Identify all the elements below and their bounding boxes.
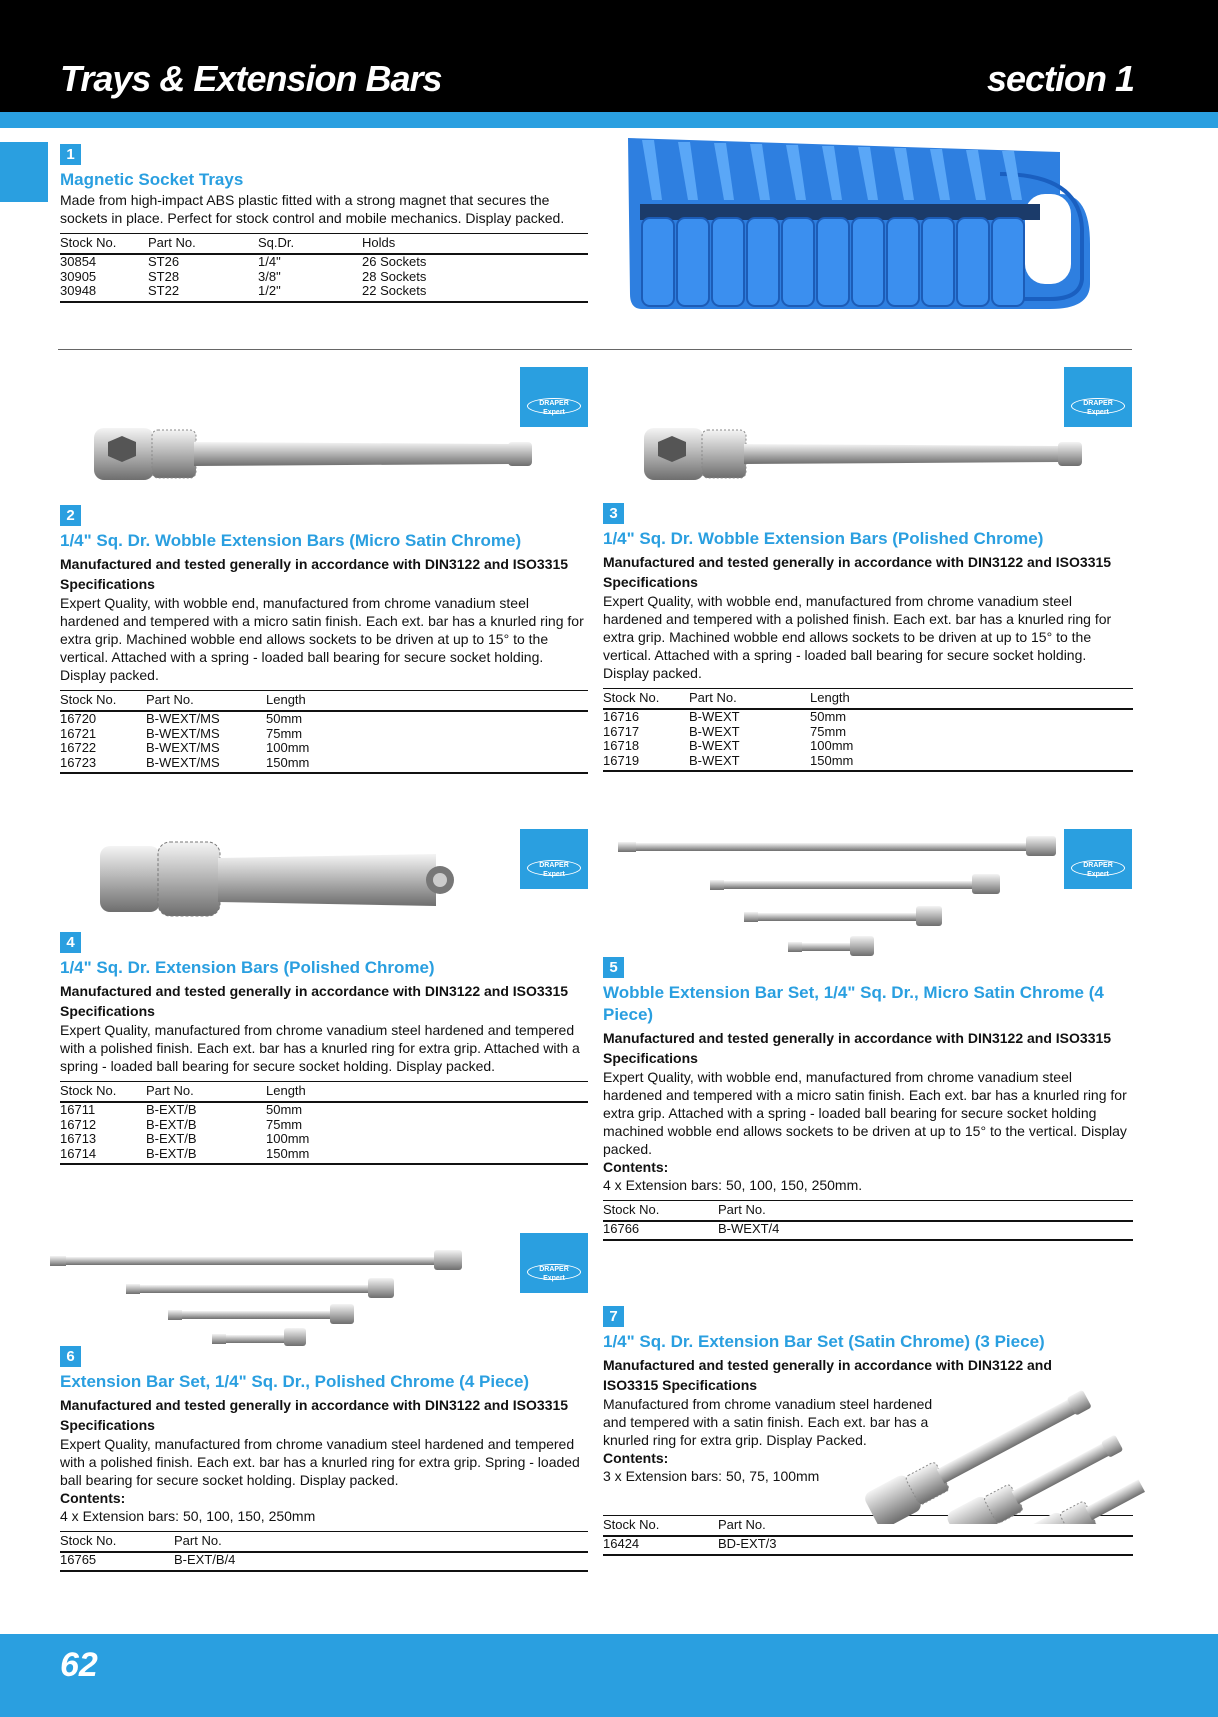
stock-table — [60, 1081, 588, 1165]
table-row: 16712 B-EXT/B 75mm — [60, 1116, 303, 1132]
product-description: Manufactured from chrome vanadium steel hardened and tempered with a satin finish. Each ext. bar has a knurled ring for extra grip. Display Packed. — [603, 1396, 933, 1448]
draper-expert-logo — [1064, 829, 1132, 889]
section-label: section 1 — [986, 58, 1134, 99]
table-row: 16716 B-WEXT 50mm — [603, 709, 847, 724]
column-header: Part No. — [146, 1082, 266, 1103]
product-number: 2 — [60, 505, 81, 526]
column-header: Stock No. — [60, 1082, 146, 1103]
column-header: Stock No. — [603, 689, 689, 710]
table-row: 16723 B-WEXT/MS 150mm — [60, 756, 588, 774]
product-description: Expert Quality, manufactured from chrome vanadium steel hardened and tempered with a polished finish. Each ext. bar has a knurled ring for extra grip. Spring - loaded ball bearing for secure socket holding. Display packed. — [60, 1436, 580, 1488]
product-contents — [60, 1489, 588, 1525]
logo-brand: DRAPER — [1083, 400, 1113, 407]
logo-brand: DRAPER — [539, 862, 569, 869]
page-header — [0, 0, 1218, 112]
product-6 — [60, 1346, 588, 1572]
product-number: 4 — [60, 932, 81, 953]
product-spec: Manufactured and tested generally in accordance with DIN3122 and ISO3315 Specifications — [603, 1030, 1112, 1066]
product-number: 3 — [603, 503, 624, 524]
product-title: Wobble Extension Bar Set, 1/4" Sq. Dr., Micro Satin Chrome (4 Piece) — [603, 983, 1104, 1024]
stock-table — [60, 690, 588, 774]
product-contents — [603, 1158, 1133, 1194]
stock-table — [603, 1200, 1133, 1241]
header-strip — [0, 112, 1218, 128]
column-header: Part No. — [718, 1516, 1133, 1537]
column-header: Part No. — [146, 691, 266, 712]
product-title: Magnetic Socket Trays — [60, 170, 244, 189]
table-row: 30905 ST28 3/8" 28 Sockets — [60, 268, 427, 284]
contents-label: Contents: — [60, 1490, 126, 1506]
column-header: Stock No. — [603, 1201, 718, 1222]
table-row: 16766 B-WEXT/4 — [603, 1221, 1133, 1240]
product-title: 1/4" Sq. Dr. Extension Bar Set (Satin Chrome) (3 Piece) — [603, 1332, 1045, 1351]
product-description: Expert Quality, with wobble end, manufactured from chrome vanadium steel hardened and tempered with a micro satin finish. Each ext. bar has a knurled ring for extra grip. Attached with a spring - loaded ball bearing for secure socket holding machined wobble end allows sockets to be driven at up to 15° to the vertical. Display packed. — [603, 1069, 1127, 1157]
contents-text: 4 x Extension bars: 50, 100, 150, 250mm. — [603, 1177, 863, 1193]
product-title: Extension Bar Set, 1/4" Sq. Dr., Polished Chrome (4 Piece) — [60, 1372, 530, 1391]
column-header: Part No. — [148, 234, 258, 255]
product-description: Expert Quality, with wobble end, manufactured from chrome vanadium steel hardened and tempered with a polished finish. Each ext. bar has a knurled ring for extra grip. Machined wobble end allows sockets to be driven at up to 15° to the vertical. Attached with a spring - loaded ball bearing for secure socket holding. Display packed. — [603, 593, 1112, 681]
table-row: 16717 B-WEXT 75mm — [603, 723, 847, 739]
logo-subbrand: Expert — [1087, 409, 1109, 416]
section-tab — [0, 142, 48, 202]
page-number: 62 — [60, 1646, 98, 1684]
section-divider — [58, 349, 1132, 350]
table-row: 16722 B-WEXT/MS 100mm — [60, 740, 310, 755]
product-title: 1/4" Sq. Dr. Wobble Extension Bars (Micro Satin Chrome) — [60, 531, 522, 550]
column-header: Length — [266, 1082, 588, 1103]
logo-brand: DRAPER — [1083, 862, 1113, 869]
product-5 — [603, 957, 1133, 1241]
table-row: 16720 B-WEXT/MS 50mm — [60, 711, 303, 726]
logo-subbrand: Expert — [1087, 871, 1109, 878]
product-spec: Manufactured and tested generally in accordance with DIN3122 and ISO3315 Specifications — [60, 1397, 569, 1433]
contents-label: Contents: — [603, 1450, 669, 1466]
logo-brand: DRAPER — [539, 1266, 569, 1273]
column-header: Stock No. — [60, 1532, 174, 1553]
product-2 — [60, 505, 588, 774]
extension-bar-set-image — [48, 1248, 478, 1348]
table-row: 16713 B-EXT/B 100mm — [60, 1131, 310, 1146]
product-3 — [603, 503, 1133, 772]
column-header: Stock No. — [60, 691, 146, 712]
logo-brand: DRAPER — [539, 400, 569, 407]
table-row: 16718 B-WEXT 100mm — [603, 738, 854, 753]
wobble-extension-bar-image — [90, 420, 550, 490]
column-header: Length — [810, 689, 1133, 710]
product-4 — [60, 932, 588, 1165]
contents-text: 3 x Extension bars: 50, 75, 100mm — [603, 1468, 820, 1484]
table-row: 30854 ST26 1/4" 26 Sockets — [60, 254, 427, 269]
column-header: Part No. — [718, 1201, 1133, 1222]
product-number: 7 — [603, 1306, 624, 1327]
table-row: 16424 BD-EXT/3 — [603, 1536, 1133, 1555]
product-number: 1 — [60, 144, 81, 165]
table-row: 30948 ST22 1/2" 22 Sockets — [60, 284, 588, 302]
extension-bar-set-image — [612, 830, 1072, 960]
product-description: Made from high-impact ABS plastic fitted with a strong magnet that secures the sockets in place. Perfect for stock control and mobile mechanics. Display packed. — [60, 192, 565, 226]
draper-expert-logo — [520, 1233, 588, 1293]
draper-expert-logo — [520, 829, 588, 889]
logo-subbrand: Expert — [543, 1275, 565, 1282]
table-row: 16765 B-EXT/B/4 — [60, 1552, 588, 1571]
stock-table — [60, 233, 588, 303]
column-header: Length — [266, 691, 588, 712]
product-1 — [60, 144, 588, 303]
product-description: Expert Quality, with wobble end, manufactured from chrome vanadium steel hardened and tempered with a micro satin finish. Each ext. bar has a knurled ring for extra grip. Machined wobble end allows sockets to be driven at up to 15° to the vertical. Attached with a spring - loaded ball bearing for secure socket holding. Display packed. — [60, 595, 584, 683]
column-header: Stock No. — [603, 1516, 718, 1537]
logo-subbrand: Expert — [543, 871, 565, 878]
column-header: Stock No. — [60, 234, 148, 255]
logo-subbrand: Expert — [543, 409, 565, 416]
column-header: Part No. — [174, 1532, 588, 1553]
contents-text: 4 x Extension bars: 50, 100, 150, 250mm — [60, 1508, 316, 1524]
draper-expert-logo — [1064, 367, 1132, 427]
product-spec: Manufactured and tested generally in accordance with DIN3122 and ISO3315 Specifications — [60, 556, 569, 592]
extension-bar-image — [98, 836, 468, 926]
column-header: Holds — [362, 234, 588, 255]
contents-label: Contents: — [603, 1159, 669, 1175]
product-number: 5 — [603, 957, 624, 978]
column-header: Part No. — [689, 689, 810, 710]
product-spec: Manufactured and tested generally in accordance with DIN3122 and ISO3315 Specifications — [603, 554, 1112, 590]
page-title: Trays & Extension Bars — [60, 58, 442, 99]
stock-table — [603, 688, 1133, 772]
table-row: 16721 B-WEXT/MS 75mm — [60, 725, 303, 741]
product-spec: Manufactured and tested generally in accordance with DIN3122 and ISO3315 Specifications — [60, 983, 569, 1019]
stock-table — [60, 1531, 588, 1572]
table-row: 16719 B-WEXT 150mm — [603, 754, 1133, 772]
draper-expert-logo — [520, 367, 588, 427]
table-row: 16714 B-EXT/B 150mm — [60, 1147, 588, 1165]
column-header: Sq.Dr. — [258, 234, 362, 255]
product-description: Expert Quality, manufactured from chrome vanadium steel hardened and tempered with a polished finish. Each ext. bar has a knurled ring for extra grip. Attached with a spring - loaded ball bearing for secure socket holding. Display packed. — [60, 1022, 580, 1074]
extension-bar-set-image — [862, 1374, 1152, 1524]
product-title: 1/4" Sq. Dr. Wobble Extension Bars (Polished Chrome) — [603, 529, 1044, 548]
socket-tray-image — [620, 134, 1100, 334]
product-number: 6 — [60, 1346, 81, 1367]
page-footer — [0, 1634, 1218, 1717]
table-row: 16711 B-EXT/B 50mm — [60, 1102, 303, 1117]
product-title: 1/4" Sq. Dr. Extension Bars (Polished Chrome) — [60, 958, 435, 977]
wobble-extension-bar-image — [640, 420, 1100, 490]
product-spec: Manufactured and tested generally in accordance with DIN3122 and ISO3315 Specifications — [603, 1357, 1052, 1393]
